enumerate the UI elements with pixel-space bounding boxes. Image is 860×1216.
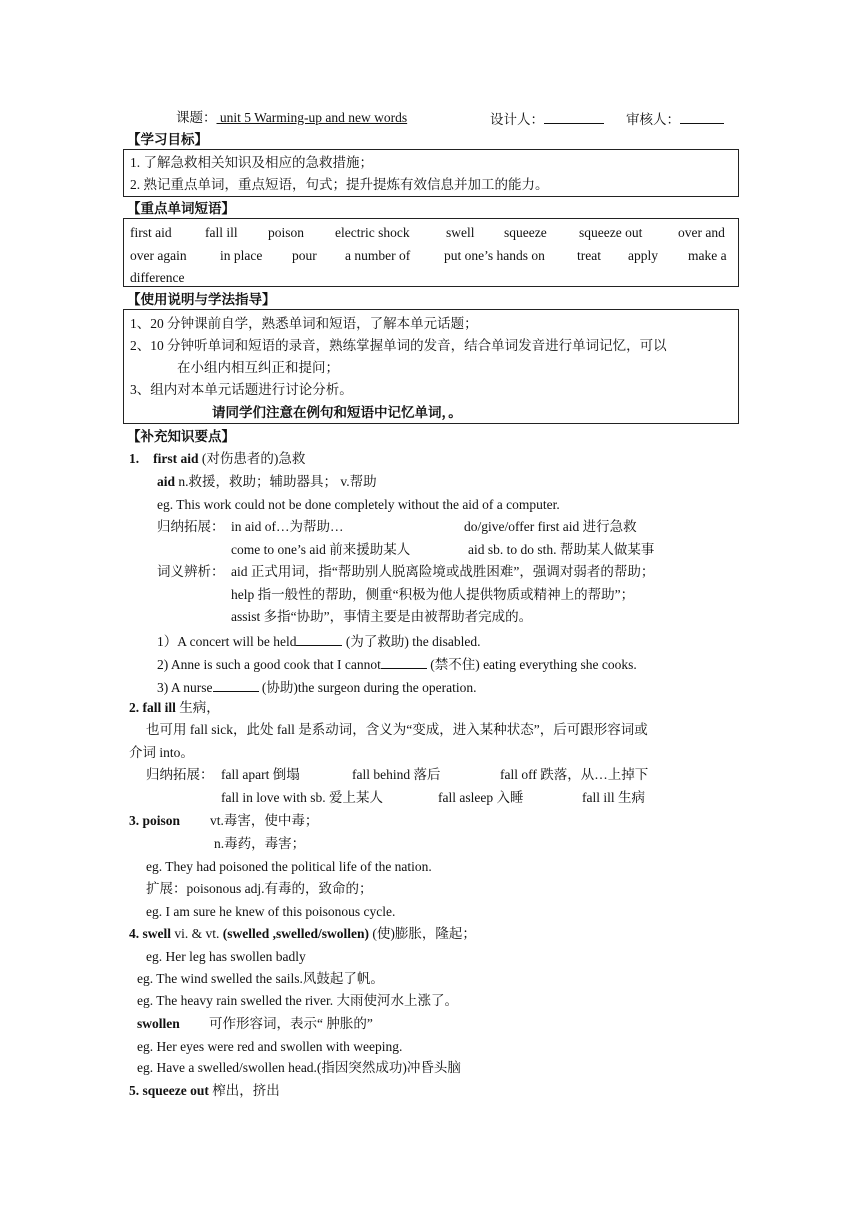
- item-fall-ill: [129, 701, 220, 715]
- extension-label: 归纳拓展：: [146, 767, 214, 782]
- example-sentence: eg. Her eyes were red and swollen with weeping.: [137, 1039, 403, 1054]
- synonym-line: assist 多指“协助”，事情主要是由被帮助者完成的。: [231, 609, 533, 624]
- extension-phrase: fall asleep 入睡: [438, 790, 524, 805]
- synonym-line: help 指一般性的帮助，侧重“积极为他人提供物质或精神上的帮助”；: [231, 587, 635, 602]
- example-sentence: eg. They had poisoned the political life of the nation.: [146, 859, 432, 874]
- item-forms: (swelled ,swelled/swollen): [222, 926, 370, 941]
- item-definition: (使)膨胀，隆起；: [369, 926, 476, 941]
- guide-note: 请同学们注意在例句和短语中记忆单词，。: [212, 405, 462, 420]
- keyword: swell: [446, 225, 475, 240]
- keyword: over and: [678, 225, 725, 240]
- item-definition: vt.毒害，使中毒；: [210, 813, 319, 828]
- keyword: fall ill: [205, 225, 238, 240]
- answer-blank[interactable]: [213, 679, 259, 692]
- keyword: difference: [130, 270, 185, 285]
- example-sentence: eg. Her leg has swollen badly: [146, 949, 306, 964]
- item-description: 介词 into。: [129, 745, 194, 760]
- item-definition: n.毒药，毒害；: [214, 836, 306, 851]
- keyword: a number of: [345, 248, 411, 263]
- designer-blank[interactable]: [544, 111, 604, 124]
- answer-blank[interactable]: [381, 656, 427, 669]
- header-line: [176, 111, 407, 125]
- exercise-text: 1）A concert will be held: [157, 634, 297, 649]
- exercise-text: (禁不住) eating everything she cooks.: [426, 657, 637, 672]
- keyword: treat: [577, 248, 601, 263]
- extension-line: 扩展：poisonous adj.有毒的，致命的；: [146, 881, 373, 896]
- keyword: first aid: [130, 225, 172, 240]
- reviewer-label: 审核人：: [626, 112, 680, 127]
- item-number: 1.: [129, 451, 140, 466]
- example-sentence: eg. The heavy rain swelled the river. 大雨使河水上涨了。: [137, 993, 459, 1008]
- extension-phrase: come to one’s aid 前来援助某人: [231, 542, 411, 557]
- section-keywords-title: 【重点单词短语】: [127, 201, 235, 216]
- section-goals-title: 【学习目标】: [127, 132, 208, 147]
- item-word: swollen: [137, 1016, 180, 1031]
- answer-blank[interactable]: [296, 633, 342, 646]
- goal-item: 1. 了解急救相关知识及相应的急救措施；: [130, 155, 373, 170]
- example-sentence: eg. The wind swelled the sails.风鼓起了帆。: [137, 971, 384, 986]
- reviewer-field: [626, 111, 724, 127]
- item-word: 3. poison: [129, 813, 181, 828]
- extension-phrase: in aid of…为帮助…: [231, 519, 344, 534]
- item-word: first aid: [153, 451, 199, 466]
- keyword: squeeze out: [579, 225, 643, 240]
- extension-phrase: fall ill 生病: [582, 790, 645, 805]
- keyword: put one’s hands on: [444, 248, 545, 263]
- item-definition: vi. & vt.: [171, 926, 223, 941]
- item-word: 4. swell: [129, 926, 171, 941]
- exercise-1: [157, 633, 480, 649]
- designer-label: 设计人：: [490, 112, 544, 127]
- keyword: make a: [688, 248, 727, 263]
- extension-phrase: do/give/offer first aid 进行急救: [464, 519, 637, 534]
- guide-line: 2、10 分钟听单词和短语的录音，熟练掌握单词的发音，结合单词发音进行单词记忆，可以: [130, 338, 667, 353]
- extension-phrase: fall apart 倒塌: [221, 767, 300, 782]
- keyword: pour: [292, 248, 317, 263]
- exercise-2: [157, 656, 637, 672]
- reviewer-blank[interactable]: [680, 111, 724, 124]
- keyword: over again: [130, 248, 187, 263]
- example-sentence: eg. Have a swelled/swollen head.(指因突然成功)冲昏头脑: [137, 1060, 461, 1075]
- item-description: 也可用 fall sick，此处 fall 是系动词，含义为“变成，进入某种状态”，后可跟形容词或: [146, 722, 648, 737]
- item-definition: (对伤患者的)急救: [198, 451, 306, 466]
- guide-line: 在小组内相互纠正和提问；: [177, 360, 339, 375]
- aid-word: aid: [157, 474, 176, 489]
- item-definition: 榨出，挤出: [208, 1083, 280, 1098]
- keyword: electric shock: [335, 225, 410, 240]
- exercise-text: (协助)the surgeon during the operation.: [258, 680, 477, 695]
- item-squeeze-out: [129, 1084, 280, 1098]
- extension-label: 归纳拓展：: [157, 519, 225, 534]
- aid-definition: n.救援，救助；辅助器具； v.帮助: [175, 474, 377, 489]
- extension-phrase: fall behind 落后: [352, 767, 441, 782]
- extension-phrase: aid sb. to do sth. 帮助某人做某事: [468, 542, 655, 557]
- extension-phrase: fall off 跌落，从…上掉下: [500, 767, 649, 782]
- exercise-3: [157, 679, 476, 695]
- synonym-line: aid 正式用词，指“帮助别人脱离险境或战胜困难”，强调对弱者的帮助；: [231, 564, 655, 579]
- aid-line: [157, 475, 377, 489]
- topic-value: unit 5 Warming-up and new words: [216, 110, 408, 125]
- guide-line: 1、20 分钟课前自学，熟悉单词和短语，了解本单元话题；: [130, 316, 478, 331]
- item-word: 2. fall ill: [129, 700, 176, 715]
- keyword: poison: [268, 225, 305, 240]
- section-knowledge-title: 【补充知识要点】: [127, 429, 235, 444]
- topic-label: 课题：: [176, 110, 217, 125]
- example-sentence: eg. This work could not be done completely without the aid of a computer.: [157, 497, 560, 512]
- designer-field: [490, 111, 604, 127]
- exercise-text: (为了救助) the disabled.: [342, 634, 481, 649]
- keyword: squeeze: [504, 225, 547, 240]
- guide-line: 3、组内对本单元话题进行讨论分析。: [130, 382, 353, 397]
- exercise-text: 3) A nurse: [157, 680, 213, 695]
- item-swell: [129, 927, 476, 941]
- synonym-label: 词义辨析：: [157, 564, 225, 579]
- item-word: 5. squeeze out: [129, 1083, 209, 1098]
- item-definition: 可作形容词，表示“ 肿胀的”: [209, 1016, 373, 1031]
- example-sentence: eg. I am sure he knew of this poisonous cycle.: [146, 904, 396, 919]
- item-first-aid: [129, 452, 305, 466]
- exercise-text: 2) Anne is such a good cook that I cannot: [157, 657, 381, 672]
- goal-item: 2. 熟记重点单词，重点短语，句式；提升提炼有效信息并加工的能力。: [130, 177, 549, 192]
- keyword: in place: [220, 248, 263, 263]
- section-guide-title: 【使用说明与学法指导】: [127, 292, 276, 307]
- extension-phrase: fall in love with sb. 爱上某人: [221, 790, 383, 805]
- keyword: apply: [628, 248, 658, 263]
- item-definition: 生病，: [175, 700, 220, 715]
